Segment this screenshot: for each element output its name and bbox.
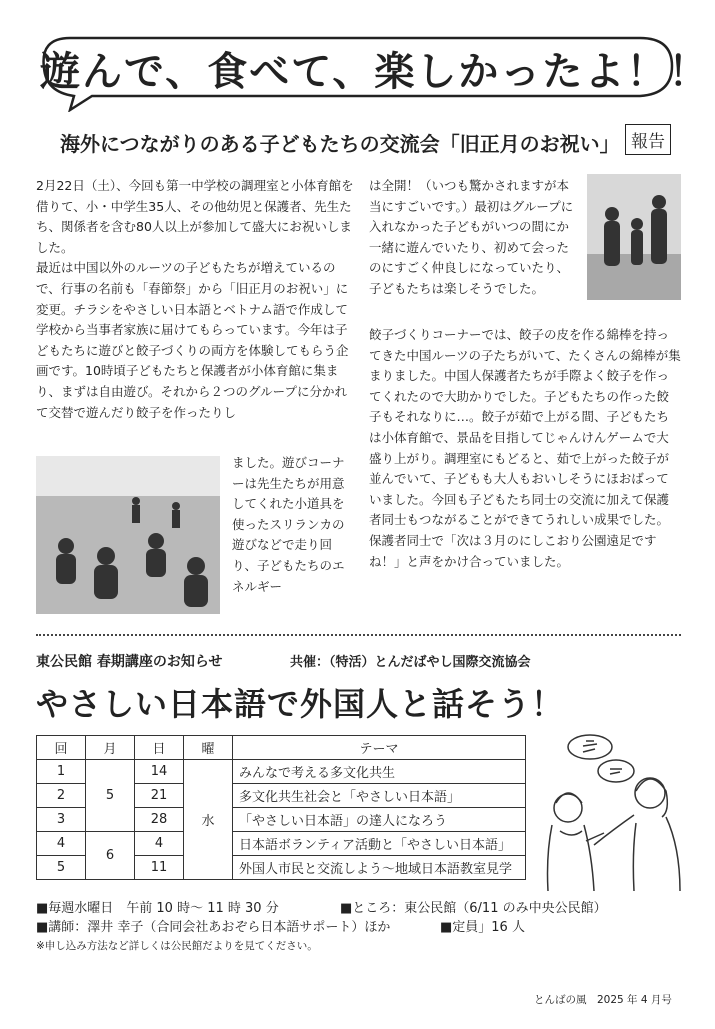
children-photo [587,174,681,300]
cell-theme: 「やさしい日本語」の達人になろう [233,808,526,832]
cell-day: 14 [135,760,184,784]
table-row [37,832,526,856]
capacity: ■定員」16 人 [440,920,525,935]
cell-theme: 日本語ボランティア活動と「やさしい日本語」 [233,832,526,856]
footer-issue: とんばの風 2025 年 4 月号 [534,994,672,1006]
conversation-illustration [538,733,688,893]
application-note: ※申し込み方法など詳しくは公民館だよりを見てください。 [36,940,318,952]
header-month: 月 [86,736,135,760]
gym-photo [36,456,220,614]
table-row [37,760,526,784]
venue: ■ところ：東公民館（6/11 のみ中央公民館） [340,901,607,916]
cell-month: 6 [86,832,135,880]
cell-kai: 3 [37,808,86,832]
course-notice-title: 東公民館 春期講座のお知らせ [36,654,223,670]
headline: 遊んで、食べて、楽しかったよ！！ [40,49,711,95]
cell-kai: 5 [37,856,86,880]
cell-weekday: 水 [184,760,233,880]
paragraph: 最近は中国以外のルーツの子どもたちが増えているので、行事の名前も「春節祭」から「旧正月のお祝い」に変更。チラシをやさしい日本語とベトナム語で作成して学校から当事者家族に届けてもらっています。今年は子どもたちに遊びと餃子づくりの両方を体験してもらう企画です。10時頃子どもたちと保護者が小体育館に集まり、まずは自由遊び。それから２つのグループに分かれて交替で遊んだり餃子を作ったりし [36,260,349,420]
header-kai: 回 [37,736,86,760]
table-header-row [37,736,526,760]
lecturer: ■講師：澤井 幸子（合同会社あおぞら日本語サポート）ほか [36,920,391,935]
cell-kai: 2 [37,784,86,808]
article-column-2-continued [369,325,681,572]
header-theme: テーマ [233,736,526,760]
article-column-2: は全開！（いつも驚かされますが本当にすごいです。）最初はグループに入れなかった子どもがいつの間にか一緒に遊んでいたり、初めて会ったのにすごく仲良しになっていたり、子どもたちは楽しそうでした。 [369,178,574,296]
article-subtitle: 海外につながりのある子どもたちの交流会「旧正月のお祝い」 [60,132,620,156]
cell-day: 4 [135,832,184,856]
schedule-time: ■毎週水曜日 午前 10 時～ 11 時 30 分 [36,901,279,916]
cell-day: 11 [135,856,184,880]
schedule-table [36,735,526,880]
cell-theme: みんなで考える多文化共生 [233,760,526,784]
cell-month: 5 [86,760,135,832]
cell-theme: 多文化共生社会と「やさしい日本語」 [233,784,526,808]
paragraph: 保護者同士で「次は３月のにしこおり公園遠足ですね！」と声をかけ合っていました。 [369,532,657,569]
article-column-1-continued: ました。遊びコーナーは先生たちが用意してくれた小道具を使ったスリランカの遊びなどで走り回り、子どもたちのエネルギー [232,455,345,594]
co-sponsor: 共催：（特活）とんだばやし国際交流協会 [290,655,531,670]
cell-kai: 1 [37,760,86,784]
header-day: 日 [135,736,184,760]
cell-day: 28 [135,808,184,832]
section-divider [36,634,681,636]
cell-theme: 外国人市民と交流しよう～地域日本語教室見学 [233,856,526,880]
report-badge: 報告 [625,124,671,155]
article-column-1 [36,176,354,423]
cell-kai: 4 [37,832,86,856]
cell-day: 21 [135,784,184,808]
course-title: やさしい日本語で外国人と話そう！ [36,685,565,723]
paragraph: 餃子づくりコーナーでは、餃子の皮を作る綿棒を持ってきた中国ルーツの子たちがいて、たくさんの綿棒が集まりました。中国人保護者たちが手際よく餃子を作ってくれたので大助かりでした。子どもたちの作った餃子もそれなりに…。餃子が茹で上がる間、子どもたちは小体育館で、景品を目指してじゃんけんゲームで大盛り上がり。調理室にもどると、茹で上がった餃子が並んでいて、子どもも大人もおいしそうにほおばっていました。今回も子どもたち同士の交流に加えて保護者同士もつながることができてうれしい成果でした。 [369,327,681,528]
header-weekday: 曜 [184,736,233,760]
paragraph: 2月22日（土）、今回も第一中学校の調理室と小体育館を借りて、小・中学生35人、その他幼児と保護者、先生たち、関係者を含む80人以上が参加して盛大にお祝いしました。 [36,178,354,255]
